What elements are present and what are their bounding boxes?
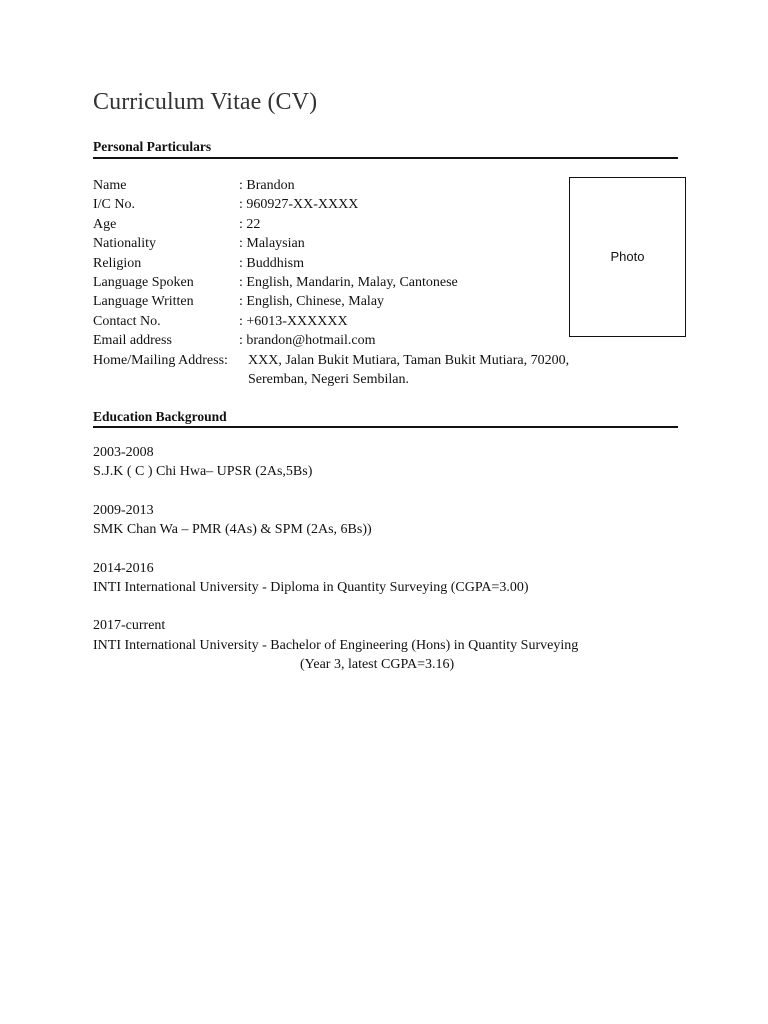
education-detail: S.J.K ( C ) Chi Hwa– UPSR (2As,5Bs) xyxy=(93,464,313,480)
field-label: I/C No. xyxy=(93,197,135,213)
field-row-religion xyxy=(93,254,613,273)
education-period: 2009-2013 xyxy=(93,502,154,518)
field-row-ic-no xyxy=(93,195,613,214)
field-label: Email address xyxy=(93,333,172,349)
field-label: Age xyxy=(93,216,117,232)
education-period: 2014-2016 xyxy=(93,560,154,576)
field-value: : brandon@hotmail.com xyxy=(239,333,376,349)
field-row-name xyxy=(93,176,613,195)
education-period: 2003-2008 xyxy=(93,445,154,460)
field-value: : +6013-XXXXXX xyxy=(239,313,348,329)
field-value: : Malaysian xyxy=(239,236,305,252)
field-label: Contact No. xyxy=(93,313,161,329)
photo-label: Photo xyxy=(610,249,645,264)
personal-particulars-divider xyxy=(93,157,678,159)
personal-particulars-heading: Personal Particulars xyxy=(93,139,212,154)
education-entry xyxy=(93,501,693,540)
field-label: Language Spoken xyxy=(93,275,194,291)
education-list xyxy=(93,443,693,694)
field-label: Name xyxy=(93,178,127,193)
field-value: : 960927-XX-XXXX xyxy=(239,197,359,213)
education-note: (Year 3, latest CGPA=3.16) xyxy=(300,657,455,673)
education-background-heading: Education Background xyxy=(93,409,227,424)
field-label: Religion xyxy=(93,255,142,271)
field-label: Language Written xyxy=(93,294,194,310)
education-detail: INTI International University - Diploma in Quantity Surveying (CGPA=3.00) xyxy=(93,580,529,596)
document-title: Curriculum Vitae (CV) xyxy=(93,89,318,115)
field-value: : 22 xyxy=(239,216,261,232)
field-value: : Buddhism xyxy=(239,255,304,271)
field-label: Home/Mailing Address: xyxy=(93,352,228,368)
education-detail: INTI International University - Bachelor of Engineering (Hons) in Quantity Surveying xyxy=(93,637,579,653)
field-value: : English, Mandarin, Malay, Cantonese xyxy=(239,275,458,291)
education-entry xyxy=(93,616,693,674)
field-value: : English, Chinese, Malay xyxy=(239,294,385,310)
field-row-age xyxy=(93,215,613,234)
education-entry xyxy=(93,443,693,482)
personal-particulars-list xyxy=(93,176,613,389)
field-value: : Brandon xyxy=(239,178,295,193)
field-row-language-spoken xyxy=(93,273,613,292)
field-row-language-written xyxy=(93,292,613,311)
education-period: 2017-current xyxy=(93,618,166,634)
field-row-contact-no xyxy=(93,312,613,331)
field-value: XXX, Jalan Bukit Mutiara, Taman Bukit Mutiara, 70200, Seremban, Negeri Sembilan. xyxy=(248,352,570,388)
field-row-email-address xyxy=(93,331,613,350)
photo-placeholder xyxy=(569,177,686,337)
education-background-divider xyxy=(93,426,678,428)
field-label: Nationality xyxy=(93,236,156,252)
education-entry xyxy=(93,559,693,598)
field-row-nationality xyxy=(93,234,613,253)
education-detail: SMK Chan Wa – PMR (4As) & SPM (2As, 6Bs)) xyxy=(93,522,372,538)
field-row-home-mailing-address xyxy=(93,351,613,390)
